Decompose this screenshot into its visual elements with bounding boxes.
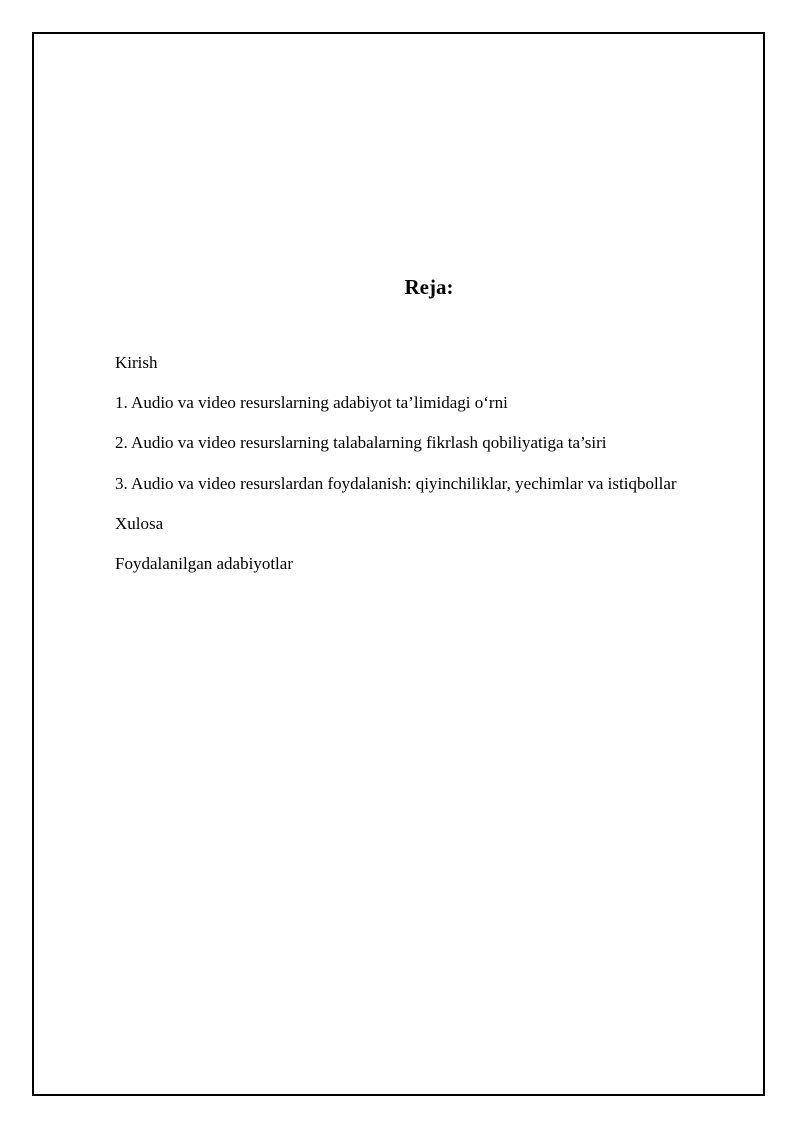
plan-list (115, 352, 677, 593)
plan-item-references: Foydalanilgan adabiyotlar (115, 553, 293, 573)
plan-item-conclusion: Xulosa (115, 513, 164, 533)
plan-item-chapter-1: 1. Audio va video resurslarning adabiyot ta’limidagi o‘rni (115, 393, 508, 413)
plan-item-chapter-3: 3. Audio va video resurslardan foydalanish: qiyinchiliklar, yechimlar va istiqbollar (115, 473, 677, 493)
plan-item-chapter-2: 2. Audio va video resurslarning talabalarning fikrlash qobiliyatiga ta’siri (115, 433, 607, 453)
plan-item-introduction: Kirish (115, 353, 158, 372)
page-title: Reja: (404, 275, 454, 299)
